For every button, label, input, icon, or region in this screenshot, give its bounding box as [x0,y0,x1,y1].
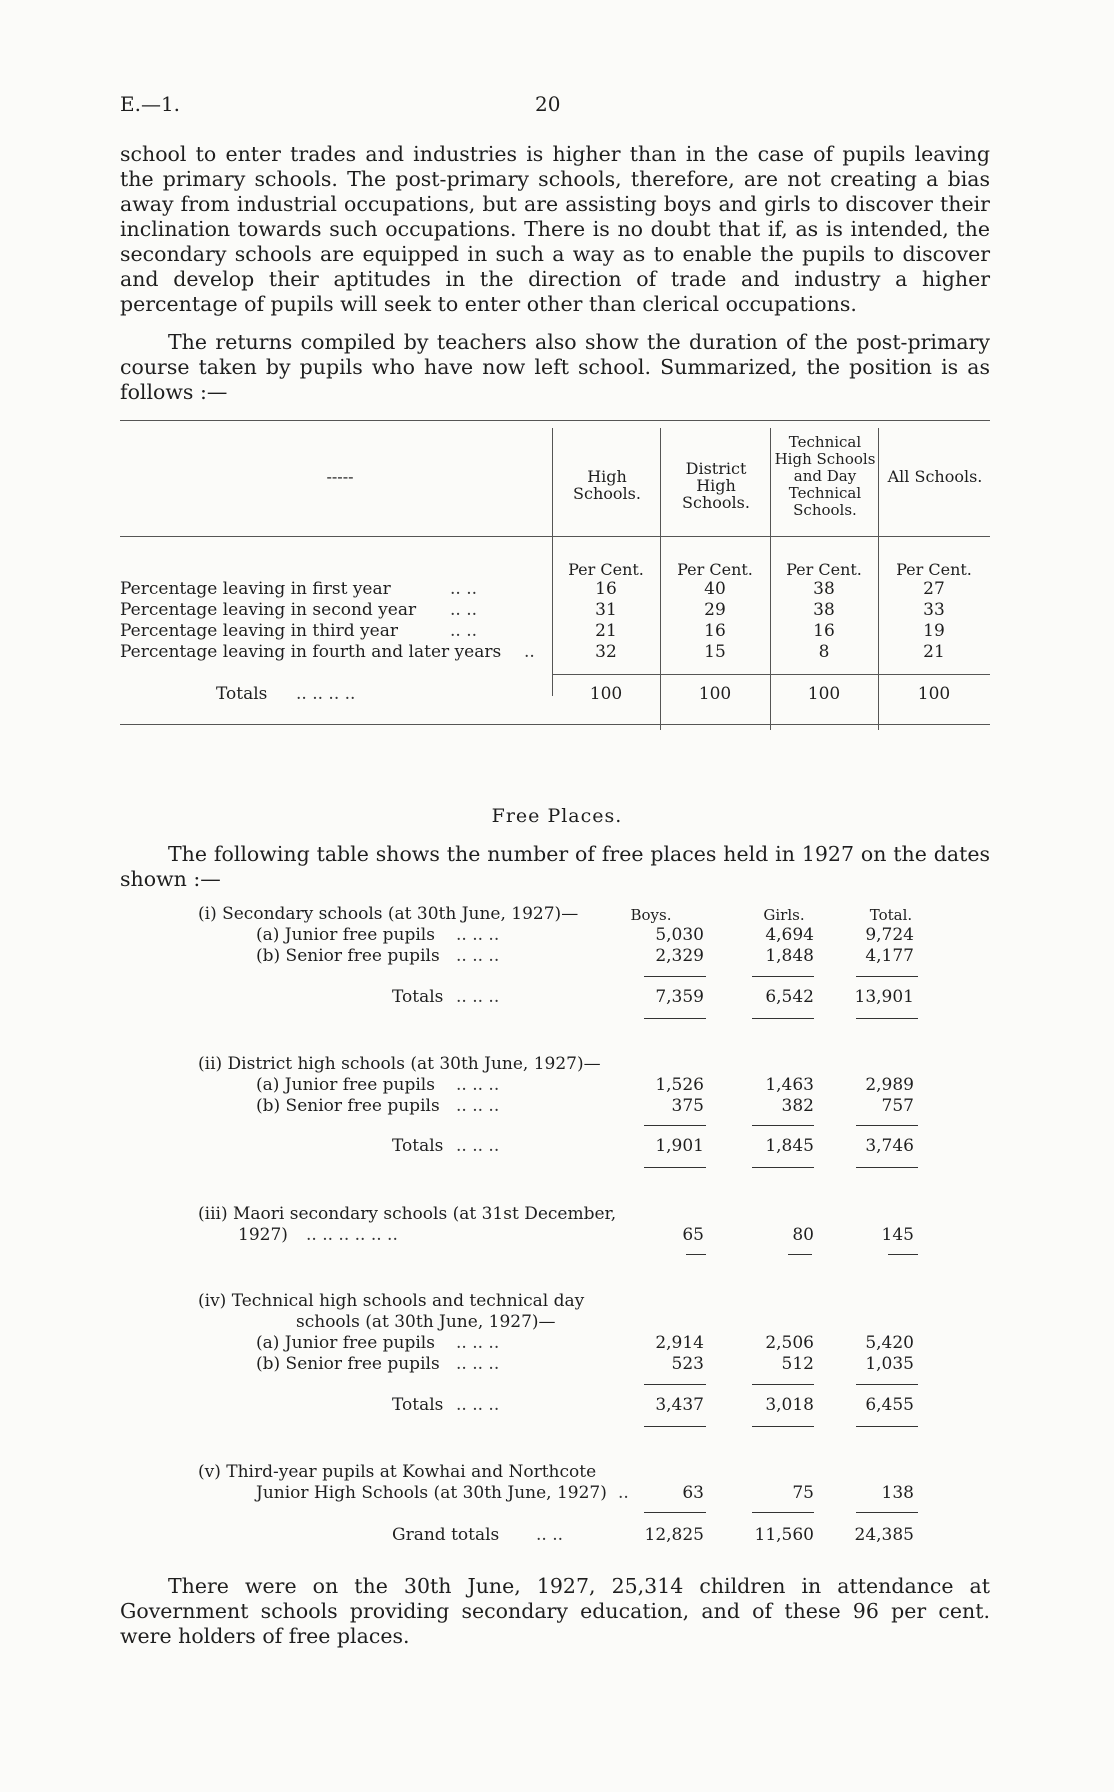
totals-label: Totals [216,684,268,704]
cell-boys: 523 [671,1354,704,1374]
col-header-girls: Girls. [763,906,805,924]
totals-label: Totals [392,1136,444,1156]
leader-dots: .. .. [536,1525,564,1545]
leader-dots: .. .. .. [456,946,500,966]
col-header-district: District High Schools. [682,459,750,512]
sum-rule [856,1167,918,1168]
cell-boys: 3,437 [655,1395,704,1415]
row-label: (b) Senior free pupils [256,1354,440,1374]
col-header-total: Total. [869,906,913,924]
cell-boys: 2,329 [655,946,704,966]
cell-total: 6,455 [865,1395,914,1415]
sum-rule [644,1018,706,1019]
sum-rule [752,976,814,977]
leader-dots: .. .. .. [456,1075,500,1095]
unit-label: Per Cent. [896,560,972,579]
cell-total: 1,035 [865,1354,914,1374]
table-cell: 38 [813,600,835,620]
cell-total: 757 [881,1096,914,1116]
section-title: (iv) Technical high schools and technical day [198,1291,585,1311]
leader-dots: .. .. .. [456,1333,500,1353]
cell-total: 138 [881,1483,914,1503]
sum-rule [856,976,918,977]
table-cell: 31 [595,600,617,620]
table-cell: 16 [595,579,617,599]
leader-dots: .. .. .. [456,1354,500,1374]
table-cell: 27 [923,579,945,599]
sum-rule [752,1384,814,1385]
cell-girls: 4,694 [765,925,814,945]
table-cell: 29 [704,600,726,620]
col-divider [878,428,879,730]
leader-dots: .. .. [450,621,478,641]
leader-dots: .. .. [450,579,478,599]
leader-dots: .. [618,1483,629,1503]
cell-boys: 7,359 [655,987,704,1007]
sum-rule [752,1512,814,1513]
totals-label: Totals [392,1395,444,1415]
sum-rule [888,1254,918,1255]
table-cell: 15 [704,642,726,662]
sum-rule [644,1426,706,1427]
table-cell: 100 [698,684,732,704]
leader-dots: .. .. [450,600,478,620]
table-header-rule [120,536,990,537]
cell-girls: 6,542 [765,987,814,1007]
cell-total: 3,746 [865,1136,914,1156]
table-row-label: Percentage leaving in second year [120,600,417,620]
cell-boys: 12,825 [644,1525,704,1545]
leader-dots: .. .. .. [456,987,500,1007]
paragraph-4: There were on the 30th June, 1927, 25,314 children in attendance at Government schools providing secondary education, and of these 96 per cent. were holders of free places. [120,1574,990,1648]
row-label: (b) Senior free pupils [256,1096,440,1116]
row-label: (a) Junior free pupils [256,925,435,945]
row-label: (b) Senior free pupils [256,946,440,966]
cell-boys: 5,030 [655,925,704,945]
cell-boys: 65 [682,1225,704,1245]
paragraph-3: The following table shows the number of free places held in 1927 on the dates shown :— [120,842,990,891]
cell-total: 24,385 [854,1525,914,1545]
cell-total: 13,901 [854,987,914,1007]
cell-total: 145 [881,1225,914,1245]
blank-header: ----- [326,467,354,486]
section-title: (v) Third-year pupils at Kowhai and Northcote [198,1462,597,1482]
sum-rule [856,1512,918,1513]
cell-girls: 512 [781,1354,814,1374]
cell-girls: 1,845 [765,1136,814,1156]
col-divider [660,428,661,730]
cell-girls: 75 [792,1483,814,1503]
col-divider [770,428,771,730]
section-title: (ii) District high schools (at 30th June, 1927)— [198,1054,601,1074]
sum-rule [752,1426,814,1427]
paragraph-2: The returns compiled by teachers also show the duration of the post-primary course taken by pupils who have now left school. Summarized, the position is as follows :— [120,330,990,404]
sum-rule [856,1125,918,1126]
cell-girls: 1,463 [765,1075,814,1095]
col-header-high-schools: High Schools. [573,467,641,503]
sum-rule [856,1384,918,1385]
section-title: 1927) [238,1225,288,1245]
section-title: (i) Secondary schools (at 30th June, 1927)— [198,904,579,924]
table-cell: 100 [589,684,623,704]
sum-rule [644,1167,706,1168]
page-number: 20 [535,92,561,116]
sum-rule [644,976,706,977]
cell-girls: 1,848 [765,946,814,966]
table-row-label: Percentage leaving in first year [120,579,391,599]
table-row-label: Percentage leaving in third year [120,621,398,641]
table-cell: 16 [813,621,835,641]
unit-label: Per Cent. [568,560,644,579]
table-cell: 21 [923,642,945,662]
totals-rule [552,674,990,675]
row-label: (a) Junior free pupils [256,1075,435,1095]
table-cell: 21 [595,621,617,641]
cell-boys: 1,901 [655,1136,704,1156]
cell-girls: 11,560 [754,1525,814,1545]
table-cell: 19 [923,621,945,641]
sum-rule [752,1167,814,1168]
row-label: (a) Junior free pupils [256,1333,435,1353]
cell-boys: 1,526 [655,1075,704,1095]
cell-boys: 375 [671,1096,704,1116]
cell-girls: 3,018 [765,1395,814,1415]
table-cell: 100 [807,684,841,704]
section-title: (iii) Maori secondary schools (at 31st December, [198,1204,617,1224]
leader-dots: .. .. .. [456,1096,500,1116]
table-top-rule [120,420,990,421]
cell-girls: 382 [781,1096,814,1116]
sum-rule [752,1018,814,1019]
col-divider [552,428,553,696]
cell-total: 2,989 [865,1075,914,1095]
col-header-technical: Technical High Schools and Day Technical Schools. [774,433,876,519]
cell-girls: 80 [792,1225,814,1245]
table-cell: 16 [704,621,726,641]
sum-rule [788,1254,812,1255]
table-cell: 100 [917,684,951,704]
table-cell: 32 [595,642,617,662]
cell-total: 9,724 [865,925,914,945]
table-cell: 38 [813,579,835,599]
col-header-all: All Schools. [887,467,983,486]
leader-dots: .. .. .. .. .. .. [306,1225,398,1245]
cell-boys: 63 [682,1483,704,1503]
sum-rule [644,1384,706,1385]
table-cell: 33 [923,600,945,620]
table-cell: 40 [704,579,726,599]
cell-boys: 2,914 [655,1333,704,1353]
sum-rule [644,1512,706,1513]
cell-total: 4,177 [865,946,914,966]
section-heading: Free Places. [491,805,623,827]
section-title: schools (at 30th June, 1927)— [296,1312,556,1332]
sum-rule [856,1018,918,1019]
sum-rule [856,1426,918,1427]
unit-label: Per Cent. [786,560,862,579]
leader-dots: .. .. .. .. [296,684,356,704]
section-title: Junior High Schools (at 30th June, 1927) [256,1483,607,1503]
unit-label: Per Cent. [677,560,753,579]
sum-rule [752,1125,814,1126]
sum-rule [686,1254,706,1255]
cell-girls: 2,506 [765,1333,814,1353]
leader-dots: .. .. .. [456,1395,500,1415]
duration-table [120,418,990,728]
sum-rule [644,1125,706,1126]
table-row-label: Percentage leaving in fourth and later years [120,642,502,662]
col-header-boys: Boys. [630,906,672,924]
leader-dots: .. [524,642,535,662]
totals-label: Totals [392,987,444,1007]
document-code: E.—1. [120,92,181,116]
paragraph-1: school to enter trades and industries is higher than in the case of pupils leaving the primary schools. The post-primary schools, therefore, are not creating a bias away from industrial occupations, but are assisting boys and girls to discover their inclination towards such occupations. There is no doubt that if, as is intended, the secondary schools are equipped in such a way as to enable the pupils to discover and develop their aptitudes in the direction of trade and industry a higher percentage of pupils will seek to enter other than clerical occupations. [120,142,990,316]
table-cell: 8 [818,642,830,662]
table-bottom-rule [120,724,990,725]
grand-totals-label: Grand totals [392,1525,500,1545]
cell-total: 5,420 [865,1333,914,1353]
leader-dots: .. .. .. [456,925,500,945]
leader-dots: .. .. .. [456,1136,500,1156]
